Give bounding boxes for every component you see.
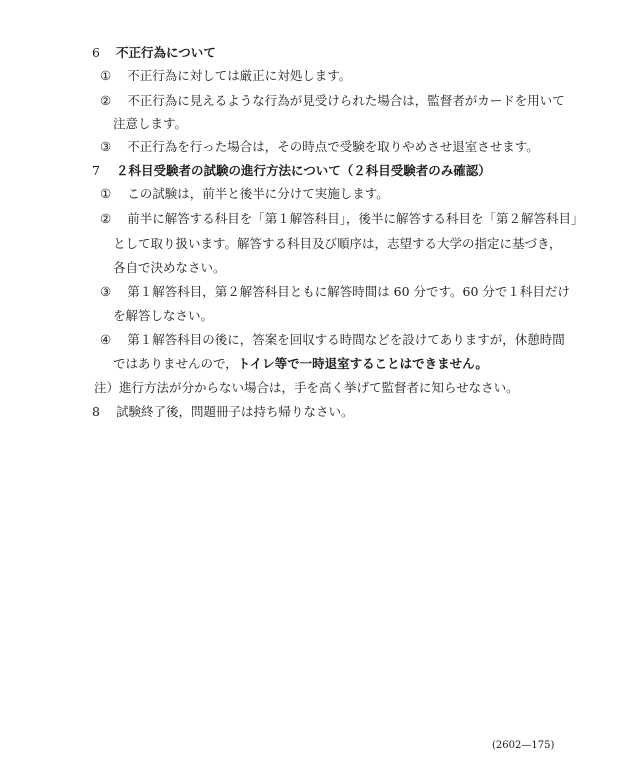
list-item: [100, 332, 565, 348]
list-item: [100, 284, 570, 300]
item-text: この試験は，前半と後半に分けて実施します。: [127, 186, 389, 201]
section-8: [92, 404, 353, 420]
item-marker: ③: [100, 284, 112, 299]
item-text: 不正行為に見えるような行為が見受けられた場合は，監督者がカードを用いて: [127, 93, 565, 108]
item-text: 第１解答科目，第２解答科目ともに解答時間は 60 分です。60 分で１科目だけ: [127, 284, 570, 299]
item-marker: ②: [100, 93, 112, 108]
item-text: 前半に解答する科目を「第１解答科目」，後半に解答する科目を「第２解答科目」: [127, 211, 584, 226]
section-6-heading: [92, 45, 216, 61]
list-item: [100, 68, 351, 84]
emphasis-text: トイレ等で一時退室することはできません。: [237, 356, 488, 371]
section-7-heading: [92, 163, 491, 179]
item-marker: ③: [100, 139, 112, 154]
item-text: 第１解答科目の後に，答案を回収する時間などを設けてありますが，休憩時間: [127, 332, 565, 347]
item-text: 不正行為を行った場合は，その時点で受験を取りやめさせ退室させます。: [127, 139, 539, 154]
section-number: 7: [92, 163, 100, 178]
item-marker: ①: [100, 186, 112, 201]
page-code: (2602—175): [492, 740, 555, 751]
item-continuation: 各自で決めなさい。: [113, 260, 226, 275]
item-continuation: として取り扱います。解答する科目及び順序は，志望する大学の指定に基づき，: [113, 236, 562, 251]
item-marker: ①: [100, 68, 112, 83]
item-text: 不正行為に対しては厳正に対処します。: [127, 68, 352, 83]
item-continuation: [113, 356, 488, 372]
list-item: [100, 186, 389, 202]
section-title: ２科目受験者の試験の進行方法について（２科目受験者のみ確認）: [115, 163, 491, 178]
list-item: [100, 93, 565, 109]
item-continuation: 注意します。: [113, 116, 188, 131]
section-number: 6: [92, 45, 100, 60]
section-title: 不正行為について: [115, 45, 216, 60]
continuation-text: ではありませんので，: [113, 356, 238, 371]
section-text: 試験終了後，問題冊子は持ち帰りなさい。: [115, 404, 354, 419]
note: 注）進行方法が分からない場合は，手を高く挙げて監督者に知らせなさい。: [94, 380, 519, 395]
list-item: [100, 211, 583, 227]
list-item: [100, 139, 539, 155]
item-marker: ②: [100, 211, 112, 226]
item-marker: ④: [100, 332, 112, 347]
section-number: 8: [92, 404, 100, 419]
item-continuation: を解答しなさい。: [113, 308, 214, 323]
